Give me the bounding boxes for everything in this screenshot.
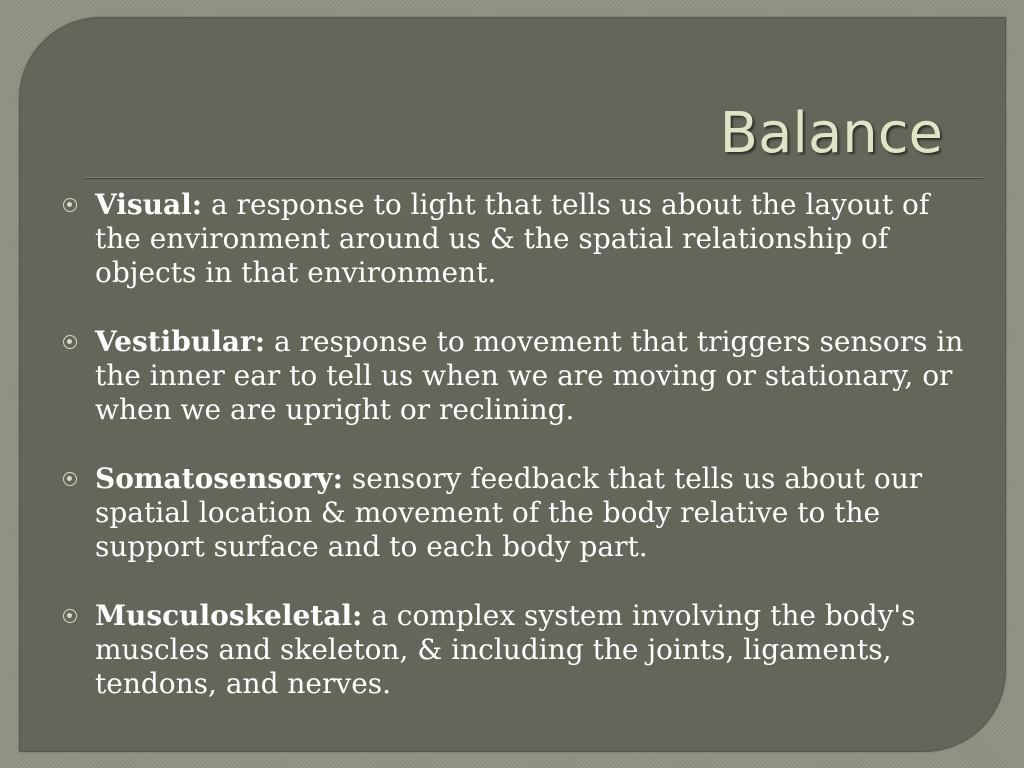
bullet-text: a complex system involving the body's muscles and skeleton, & including the joints, ligaments, tendons, and nerves. (95, 599, 916, 700)
bullet-item-somatosensory (62, 462, 972, 564)
bullet-term: Vestibular: (95, 325, 266, 358)
bullet-text: a response to light that tells us about the layout of the environment around us & the spatial relationship of objects in that environment. (95, 188, 930, 289)
bullet-term: Somatosensory: (95, 462, 344, 495)
bullet-list (62, 188, 972, 736)
bullet-term: Visual: (95, 188, 203, 221)
circle-bullet-icon (63, 609, 77, 623)
bullet-item-vestibular (62, 325, 972, 427)
bullet-text: a response to movement that triggers sensors in the inner ear to tell us when we are moving or stationary, or when we are upright or reclining. (95, 325, 964, 426)
title-divider (85, 177, 983, 179)
slide-title: Balance (719, 101, 943, 166)
circle-bullet-icon (63, 472, 77, 486)
circle-bullet-icon (63, 335, 77, 349)
bullet-text: sensory feedback that tells us about our spatial location & movement of the body relative to the support surface and to each body part. (95, 462, 923, 563)
bullet-term: Musculoskeletal: (95, 599, 363, 632)
bullet-item-visual (62, 188, 972, 290)
circle-bullet-icon (63, 198, 77, 212)
bullet-item-musculoskeletal (62, 599, 972, 701)
